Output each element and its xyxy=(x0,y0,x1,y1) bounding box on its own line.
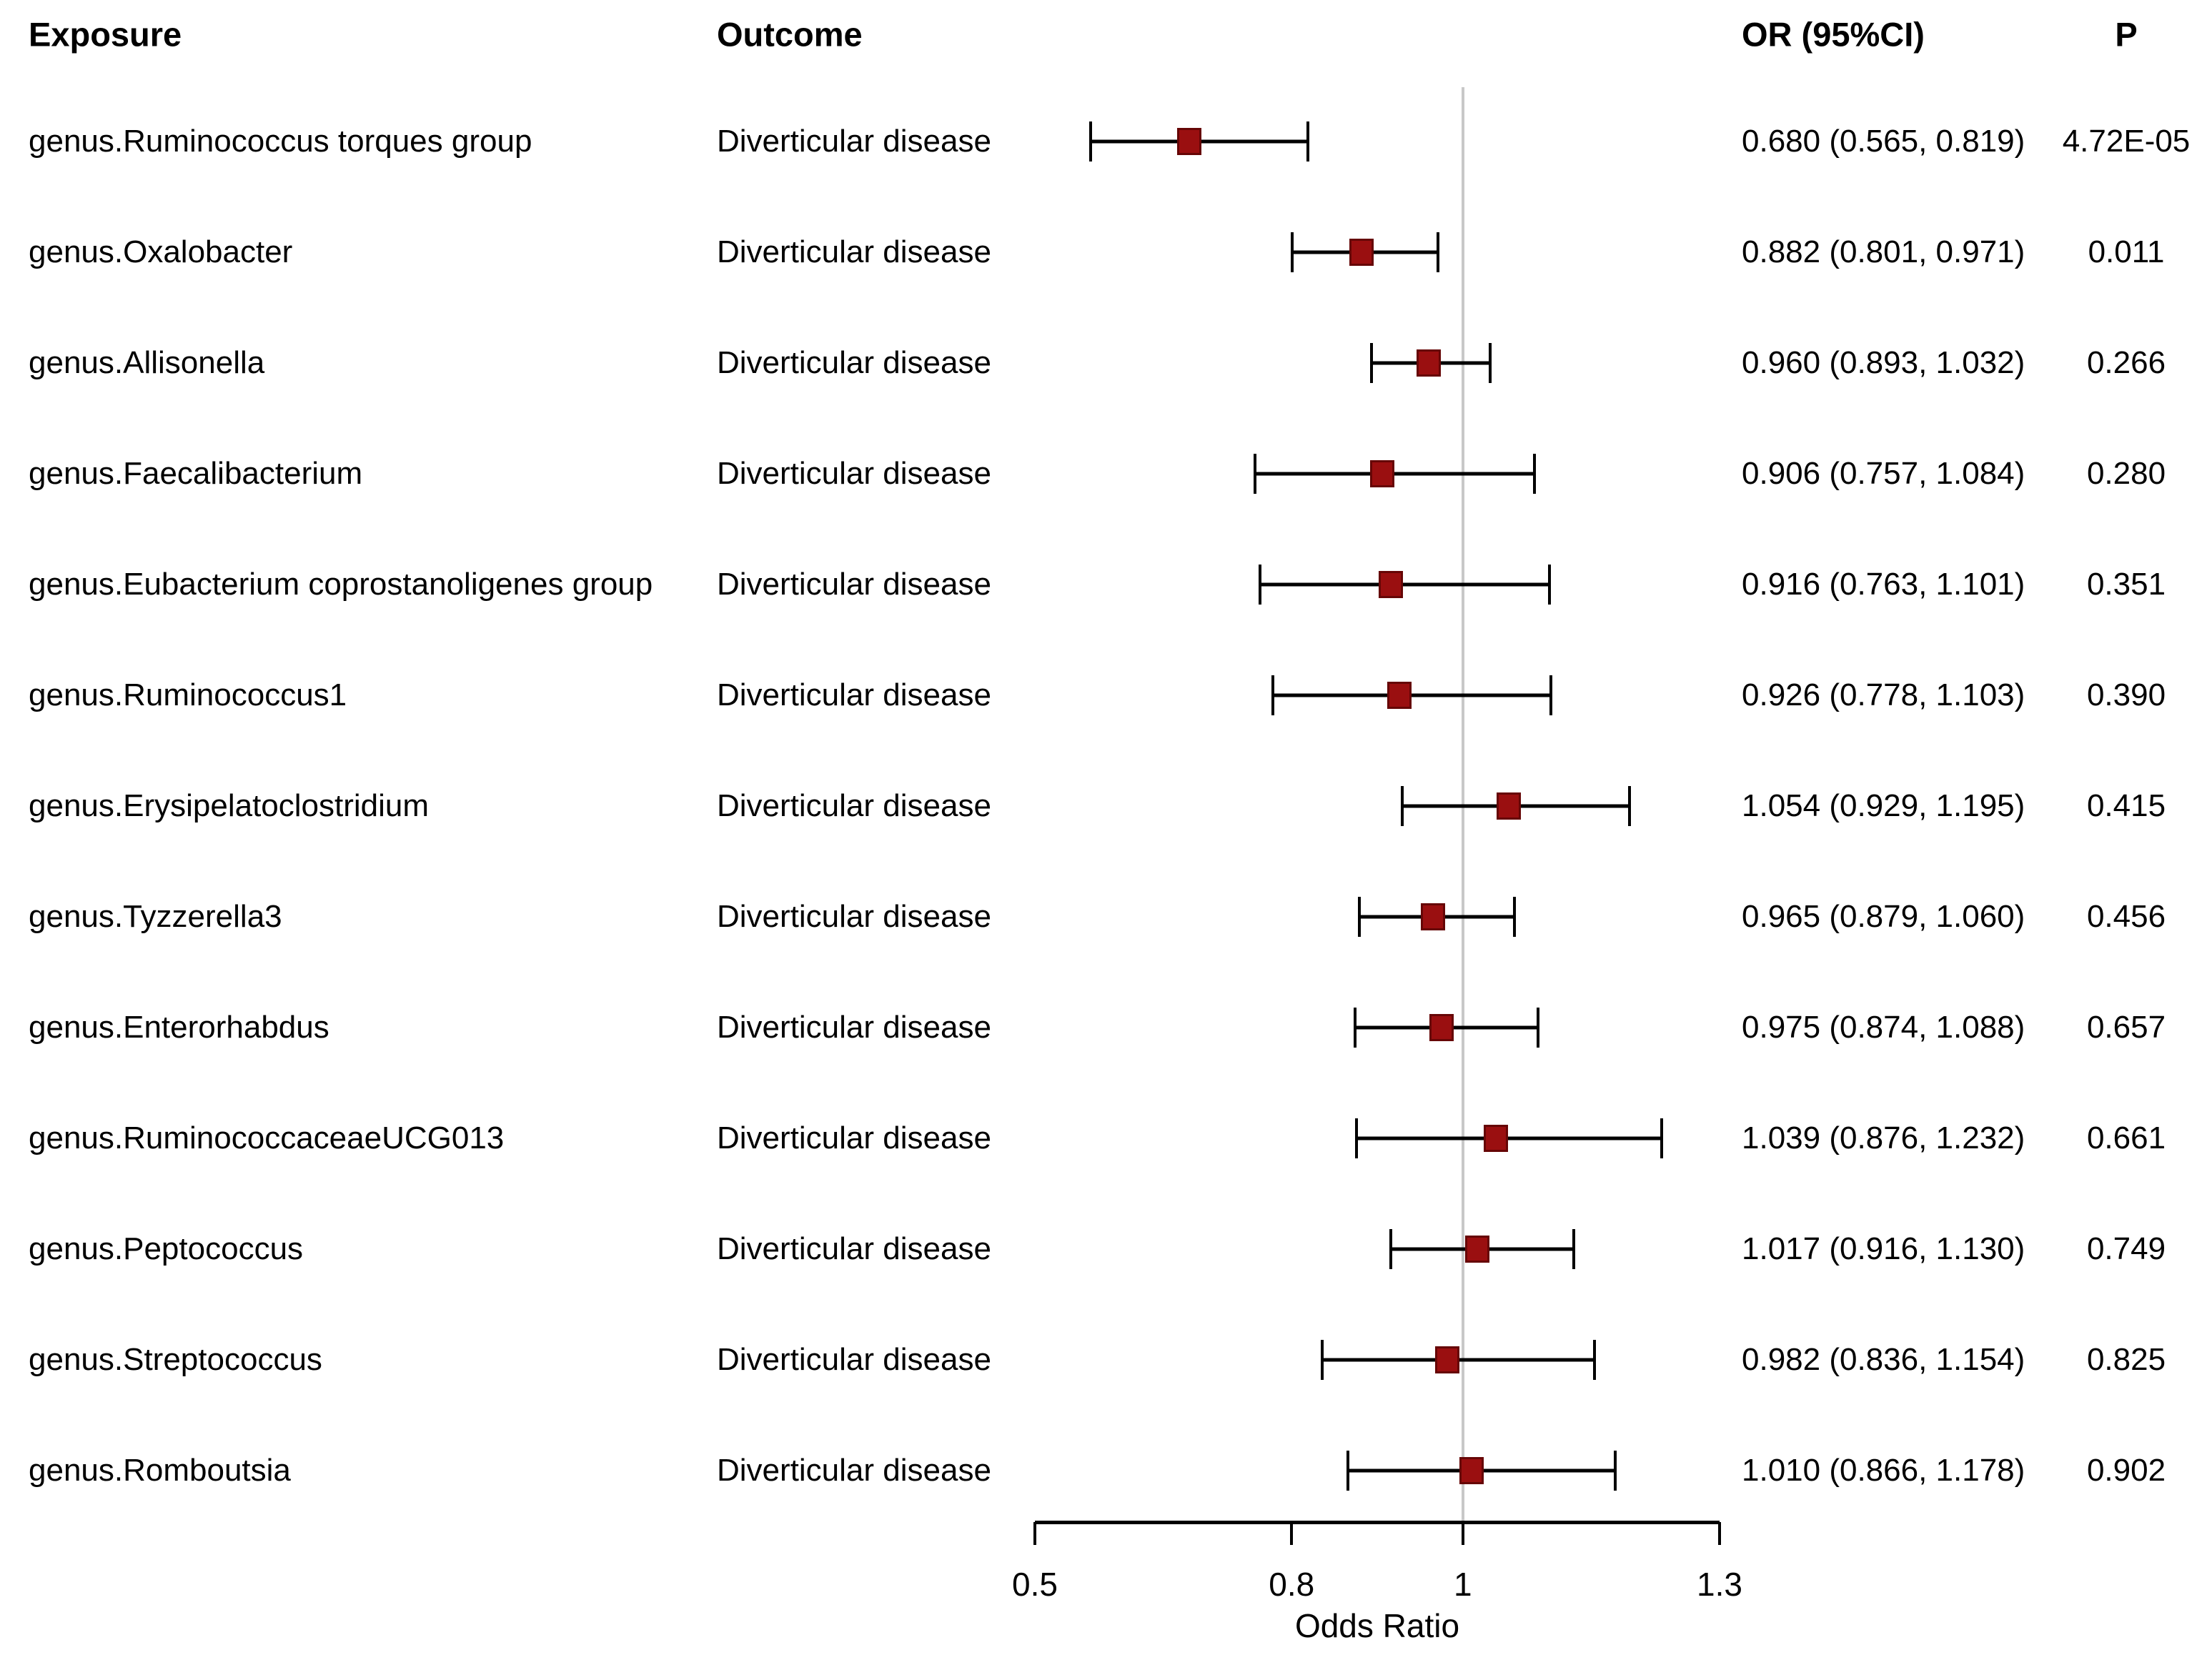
ci-cap-left xyxy=(1346,1451,1349,1491)
ci-cap-right xyxy=(1593,1340,1596,1380)
or-ci-label: 0.916 (0.763, 1.101) xyxy=(1742,567,2025,602)
ci-cap-left xyxy=(1401,786,1404,826)
ci-cap-right xyxy=(1437,232,1439,272)
exposure-label: genus.Ruminococcus torques group xyxy=(29,124,532,159)
ci-cap-left xyxy=(1291,232,1294,272)
outcome-label: Diverticular disease xyxy=(717,1010,991,1045)
ci-cap-left xyxy=(1354,1008,1357,1048)
or-ci-label: 0.680 (0.565, 0.819) xyxy=(1742,124,2025,159)
or-point-marker xyxy=(1435,1346,1459,1373)
ci-cap-right xyxy=(1572,1229,1575,1269)
exposure-label: genus.Peptococcus xyxy=(29,1231,304,1266)
p-value-label: 0.902 xyxy=(2086,1453,2166,1488)
ci-cap-left xyxy=(1089,121,1092,161)
column-header-exposure: Exposure xyxy=(29,15,182,54)
or-point-marker xyxy=(1349,239,1374,266)
exposure-label: genus.RuminococcaceaeUCG013 xyxy=(29,1120,505,1155)
exposure-label: genus.Faecalibacterium xyxy=(29,456,363,491)
outcome-label: Diverticular disease xyxy=(717,788,991,823)
ci-cap-right xyxy=(1513,897,1516,937)
or-point-marker xyxy=(1459,1457,1484,1484)
ci-cap-right xyxy=(1660,1118,1663,1158)
ci-cap-right xyxy=(1537,1008,1539,1048)
exposure-label: genus.Enterorhabdus xyxy=(29,1010,329,1045)
exposure-label: genus.Streptococcus xyxy=(29,1342,322,1377)
x-axis-tick xyxy=(1033,1522,1036,1545)
x-axis-tick-label: 0.8 xyxy=(1269,1566,1315,1603)
outcome-label: Diverticular disease xyxy=(717,234,991,269)
or-ci-label: 1.039 (0.876, 1.232) xyxy=(1742,1120,2025,1155)
x-axis-tick-label: 1 xyxy=(1453,1566,1472,1603)
outcome-label: Diverticular disease xyxy=(717,456,991,491)
exposure-label: genus.Ruminococcus1 xyxy=(29,677,347,712)
ci-cap-right xyxy=(1489,343,1492,383)
or-ci-label: 1.054 (0.929, 1.195) xyxy=(1742,788,2025,823)
outcome-label: Diverticular disease xyxy=(717,1453,991,1488)
exposure-label: genus.Oxalobacter xyxy=(29,234,293,269)
ci-cap-right xyxy=(1549,675,1552,715)
x-axis-tick xyxy=(1290,1522,1293,1545)
or-point-marker xyxy=(1421,903,1445,930)
ci-cap-left xyxy=(1254,454,1256,494)
ci-cap-left xyxy=(1358,897,1361,937)
p-value-label: 0.415 xyxy=(2086,788,2166,823)
outcome-label: Diverticular disease xyxy=(717,345,991,380)
ci-cap-right xyxy=(1548,565,1551,605)
ci-error-bar xyxy=(1255,472,1535,476)
column-header-or-ci: OR (95%CI) xyxy=(1742,15,1925,54)
exposure-label: genus.Allisonella xyxy=(29,345,265,380)
p-value-label: 0.749 xyxy=(2086,1231,2166,1266)
or-ci-label: 0.960 (0.893, 1.032) xyxy=(1742,345,2025,380)
or-ci-label: 1.010 (0.866, 1.178) xyxy=(1742,1453,2025,1488)
exposure-label: genus.Erysipelatoclostridium xyxy=(29,788,430,823)
p-value-label: 0.661 xyxy=(2086,1120,2166,1155)
p-value-label: 0.657 xyxy=(2086,1010,2166,1045)
ci-cap-left xyxy=(1370,343,1373,383)
column-header-p: P xyxy=(2115,15,2138,54)
or-point-marker xyxy=(1387,682,1412,709)
or-ci-label: 1.017 (0.916, 1.130) xyxy=(1742,1231,2025,1266)
or-point-marker xyxy=(1497,792,1521,820)
x-axis-tick xyxy=(1718,1522,1721,1545)
ci-cap-left xyxy=(1271,675,1274,715)
outcome-label: Diverticular disease xyxy=(717,567,991,602)
or-ci-label: 0.982 (0.836, 1.154) xyxy=(1742,1342,2025,1377)
p-value-label: 0.456 xyxy=(2086,899,2166,934)
p-value-label: 0.011 xyxy=(2088,234,2165,269)
p-value-label: 0.266 xyxy=(2086,345,2166,380)
or-point-marker xyxy=(1429,1014,1454,1041)
outcome-label: Diverticular disease xyxy=(717,1231,991,1266)
or-point-marker xyxy=(1417,349,1441,377)
exposure-label: genus.Romboutsia xyxy=(29,1453,291,1488)
exposure-label: genus.Eubacterium coprostanoligenes group xyxy=(29,567,653,602)
x-axis-tick xyxy=(1462,1522,1464,1545)
ci-cap-right xyxy=(1306,121,1309,161)
x-axis-line xyxy=(1035,1521,1720,1524)
ci-error-bar xyxy=(1273,694,1551,697)
ci-cap-right xyxy=(1628,786,1631,826)
outcome-label: Diverticular disease xyxy=(717,677,991,712)
p-value-label: 0.280 xyxy=(2086,456,2166,491)
x-axis-tick-label: 0.5 xyxy=(1012,1566,1058,1603)
ci-cap-left xyxy=(1389,1229,1392,1269)
or-ci-label: 0.926 (0.778, 1.103) xyxy=(1742,677,2025,712)
or-point-marker xyxy=(1379,571,1403,598)
or-point-marker xyxy=(1370,460,1394,487)
or-ci-label: 0.882 (0.801, 0.971) xyxy=(1742,234,2025,269)
outcome-label: Diverticular disease xyxy=(717,124,991,159)
outcome-label: Diverticular disease xyxy=(717,1342,991,1377)
x-axis-title: Odds Ratio xyxy=(1294,1607,1460,1644)
outcome-label: Diverticular disease xyxy=(717,1120,991,1155)
or-point-marker xyxy=(1465,1236,1489,1263)
ci-cap-right xyxy=(1614,1451,1617,1491)
or-ci-label: 0.975 (0.874, 1.088) xyxy=(1742,1010,2025,1045)
p-value-label: 0.351 xyxy=(2086,567,2166,602)
p-value-label: 4.72E-05 xyxy=(2062,124,2191,159)
ci-cap-left xyxy=(1321,1340,1324,1380)
ci-error-bar xyxy=(1260,583,1549,587)
column-header-outcome: Outcome xyxy=(717,15,863,54)
p-value-label: 0.390 xyxy=(2086,677,2166,712)
ci-cap-left xyxy=(1259,565,1261,605)
exposure-label: genus.Tyzzerella3 xyxy=(29,899,282,934)
or-point-marker xyxy=(1177,128,1201,155)
ci-cap-right xyxy=(1533,454,1536,494)
ci-cap-left xyxy=(1355,1118,1358,1158)
or-ci-label: 0.906 (0.757, 1.084) xyxy=(1742,456,2025,491)
p-value-label: 0.825 xyxy=(2086,1342,2166,1377)
or-point-marker xyxy=(1484,1125,1508,1152)
or-ci-label: 0.965 (0.879, 1.060) xyxy=(1742,899,2025,934)
outcome-label: Diverticular disease xyxy=(717,899,991,934)
x-axis-tick-label: 1.3 xyxy=(1697,1566,1742,1603)
ci-error-bar xyxy=(1357,1137,1661,1140)
